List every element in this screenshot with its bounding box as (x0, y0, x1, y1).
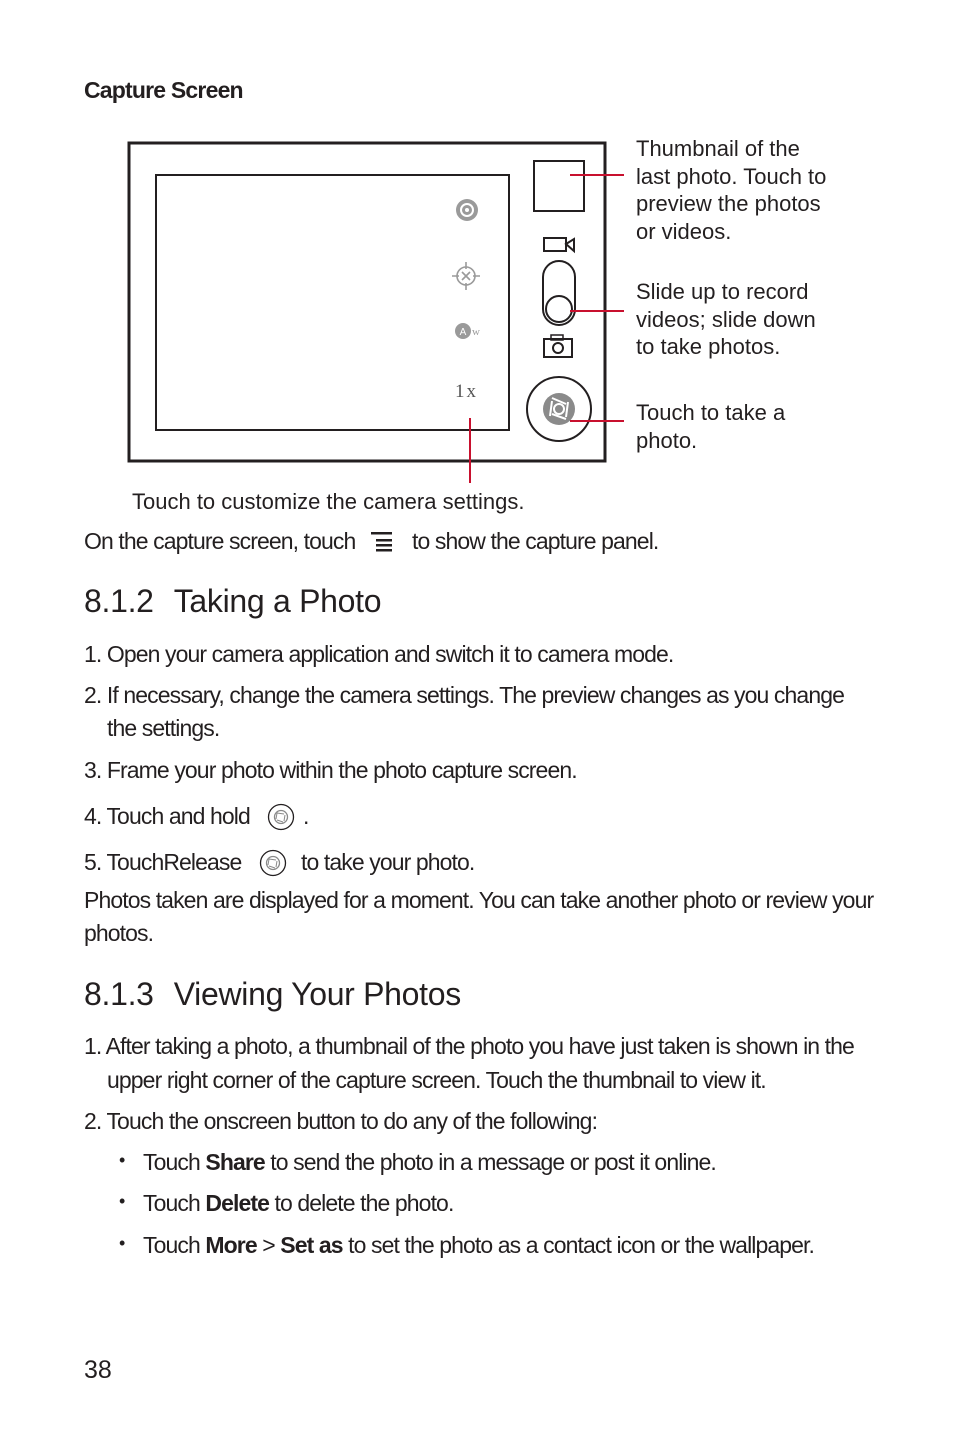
step-812-5-end: to take your photo. (301, 849, 475, 875)
bullet-dot: • (119, 1233, 126, 1253)
settings-ring-icon (456, 199, 478, 221)
step-813-1-cont: upper right corner of the capture screen. Touch the thumbnail to view it. (107, 1067, 766, 1093)
section-813-title: Viewing Your Photos (173, 976, 461, 1012)
step-813-1: 1. After taking a photo, a thumbnail of the photo you have just taken is shown in the (84, 1033, 854, 1059)
callout-thumbnail: Thumbnail of the last photo. Touch to preview the photos or videos. (636, 136, 827, 244)
bullet-dot: • (119, 1150, 126, 1170)
bullet-more-set-as: Touch More > Set as to set the photo as a contact icon or the wallpaper. (143, 1232, 815, 1258)
callout-settings: Touch to customize the camera settings. (132, 489, 525, 514)
thumbnail-box (534, 161, 584, 211)
bullet-share: Touch Share to send the photo in a message or post it online. (143, 1149, 716, 1175)
zoom-label: 1x (455, 381, 478, 402)
shutter-button (527, 377, 591, 441)
slider-knob (546, 296, 572, 322)
step-812-5: 5. TouchRelease (84, 849, 242, 875)
bullet-dot: • (119, 1191, 126, 1211)
bullet-delete: Touch Delete to delete the photo. (143, 1190, 454, 1216)
white-balance-icon (455, 323, 480, 339)
intro-after: to show the capture panel. (412, 528, 659, 554)
section-813-number: 8.1.3 (84, 976, 154, 1012)
step-812-1: 1. Open your camera application and switch it to camera mode. (84, 641, 674, 667)
step-812-4-end: . (303, 803, 310, 829)
section-812-title: Taking a Photo (173, 583, 382, 619)
section-812-heading (84, 583, 381, 620)
step-812-4: 4. Touch and hold (84, 803, 250, 829)
page-number: 38 (84, 1356, 112, 1384)
capture-screen-heading: Capture Screen (84, 77, 243, 103)
section-813-heading (84, 976, 461, 1013)
menu-icon (371, 531, 397, 553)
note-line-1: Photos taken are displayed for a moment. You can take another photo or review your (84, 887, 874, 913)
step-812-3: 3. Frame your photo within the photo capture screen. (84, 757, 577, 783)
step-813-2: 2. Touch the onscreen button to do any of the following: (84, 1108, 598, 1134)
step-812-2: 2. If necessary, change the camera settings. The preview changes as you change (84, 682, 844, 708)
note-line-2: photos. (84, 920, 154, 946)
step-812-2-cont: the settings. (107, 715, 220, 741)
shutter-icon (259, 849, 287, 877)
callout-slider: Slide up to record videos; slide down to take photos. (636, 279, 816, 359)
callout-shutter: Touch to take a photo. (636, 400, 786, 453)
shutter-icon (267, 803, 295, 831)
svg-text:A: A (459, 327, 467, 338)
section-812-number: 8.1.2 (84, 583, 154, 619)
intro-before: On the capture screen, touch (84, 528, 356, 554)
svg-text:w: w (472, 326, 480, 338)
